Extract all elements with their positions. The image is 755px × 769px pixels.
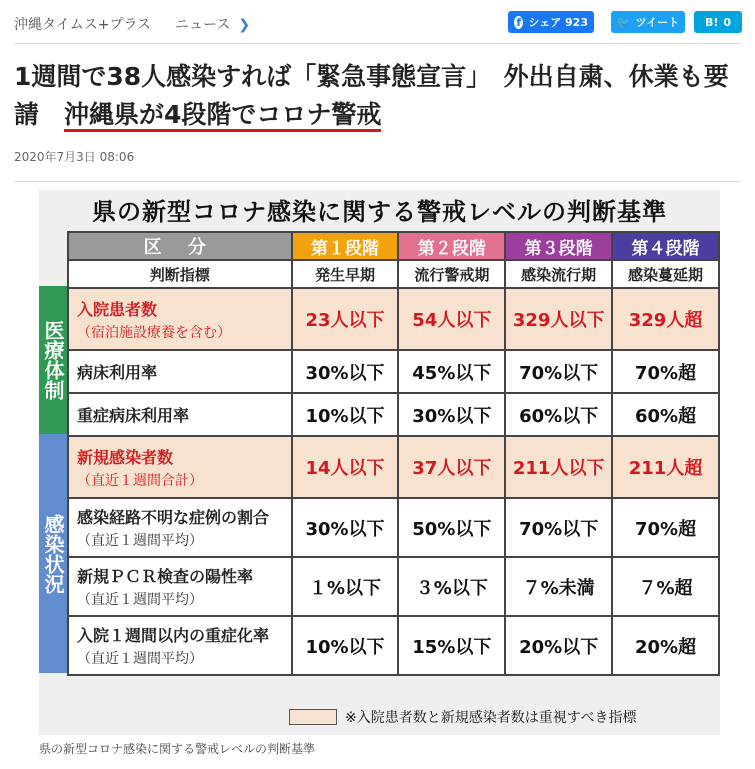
value-cell: 329人超 [612,288,719,350]
article-title-highlight: 沖縄県が4段階でコロナ警戒 [64,100,381,132]
value-cell: 37人以下 [398,436,505,498]
header-divider [14,43,741,44]
value-cell: 211人超 [612,436,719,498]
level-4-header: 第４段階 [612,232,719,260]
value-cell: １%以下 [292,557,399,616]
value-cell: 45%以下 [398,350,505,393]
table-row [68,393,719,436]
indicator-name: 入院患者数 [77,299,158,319]
value-cell: 211人以下 [505,436,612,498]
indicator-cell [68,557,292,616]
alert-level-table [67,231,720,676]
value-cell: 20%以下 [505,616,612,675]
group-label-medical [39,286,67,434]
level-4-phase: 感染蔓延期 [612,260,719,288]
hatena-count: 0 [723,15,732,29]
level-3-header: 第３段階 [505,232,612,260]
hatena-icon: B! [704,15,719,29]
value-cell: 30%以下 [292,350,399,393]
value-cell: 30%以下 [292,498,399,557]
breadcrumb-news[interactable]: ニュース [175,17,231,33]
value-cell: 20%超 [612,616,719,675]
level-3-phase: 感染流行期 [505,260,612,288]
facebook-share-button[interactable] [508,11,594,33]
chevron-right-icon: ❯ [238,17,251,33]
top-bar [0,0,755,44]
value-cell: 70%以下 [505,350,612,393]
twitter-share-label: ツイート [635,16,680,29]
value-cell: 10%以下 [292,616,399,675]
level-1-header: 第１段階 [292,232,399,260]
indicator-cell [68,288,292,350]
hatena-bookmark-button[interactable] [694,11,742,33]
value-cell: 14人以下 [292,436,399,498]
legend [289,707,636,727]
article-title-main: 1週間で38人感染すれば「緊急事態宣言」 外出自粛、休業も要請 [14,62,729,129]
value-cell: ３%以下 [398,557,505,616]
level-1-phase: 発生早期 [292,260,399,288]
value-cell: 30%以下 [398,393,505,436]
figure-caption: 県の新型コロナ感染に関する警戒レベルの判断基準 [39,742,316,756]
indicator-note: （直近１週間平均） [77,533,203,549]
group-label-infection [39,434,67,673]
value-cell: 15%以下 [398,616,505,675]
twitter-bird-icon: 🐦 [616,15,631,29]
article-date: 2020年7月3日 08:06 [14,150,135,164]
indicator-name: 新規ＰＣＲ検査の陽性率 [77,567,254,586]
indicator-cell [68,436,292,498]
level-2-header: 第２段階 [398,232,505,260]
value-cell: 329人以下 [505,288,612,350]
table-row [68,350,719,393]
indicator-cell [68,393,292,436]
indicator-cell [68,350,292,393]
value-cell: 70%超 [612,498,719,557]
value-cell: ７%超 [612,557,719,616]
table-row [68,288,719,350]
indicator-cell [68,498,292,557]
group-label-infection-text: 感染状況 [41,513,65,594]
figure-title: 県の新型コロナ感染に関する警戒レベルの判断基準 [92,198,667,226]
article-title [14,58,739,134]
legend-note: ※入院患者数と新規感染者数は重視すべき指標 [345,710,637,726]
value-cell: ７%未満 [505,557,612,616]
group-label-medical-text: 医療体制 [41,320,65,400]
value-cell: 10%以下 [292,393,399,436]
twitter-share-button[interactable] [611,11,685,33]
indicator-name: 入院１週間以内の重症化率 [77,626,270,645]
value-cell: 54人以下 [398,288,505,350]
value-cell: 60%以下 [505,393,612,436]
breadcrumb-site[interactable]: 沖縄タイムス+プラス [14,17,152,33]
alert-level-figure [39,190,720,735]
breadcrumb [14,14,250,34]
value-cell: 60%超 [612,393,719,436]
title-divider [14,181,741,182]
indicator-note: （宿泊施設療養を含む） [77,324,231,341]
indicator-name: 新規感染者数 [77,447,174,467]
value-cell: 23人以下 [292,288,399,350]
facebook-share-label: シェア 923 [528,16,588,29]
category-header: 区 分 [68,232,292,260]
table-row [68,436,719,498]
indicator-note: （直近１週間合計） [77,472,203,489]
table-row [68,498,719,557]
indicator-name: 感染経路不明な症例の割合 [77,508,270,527]
value-cell: 50%以下 [398,498,505,557]
indicator-name: 病床利用率 [77,363,158,382]
indicator-header: 判断指標 [68,260,292,288]
indicator-note: （直近１週間平均） [77,592,203,608]
legend-swatch [289,709,337,725]
value-cell: 70%以下 [505,498,612,557]
indicator-cell [68,616,292,675]
indicator-note: （直近１週間平均） [77,651,203,667]
indicator-name: 重症病床利用率 [77,406,190,425]
value-cell: 70%超 [612,350,719,393]
table-row [68,616,719,675]
facebook-icon: f [514,16,523,29]
table-row [68,557,719,616]
level-2-phase: 流行警戒期 [398,260,505,288]
